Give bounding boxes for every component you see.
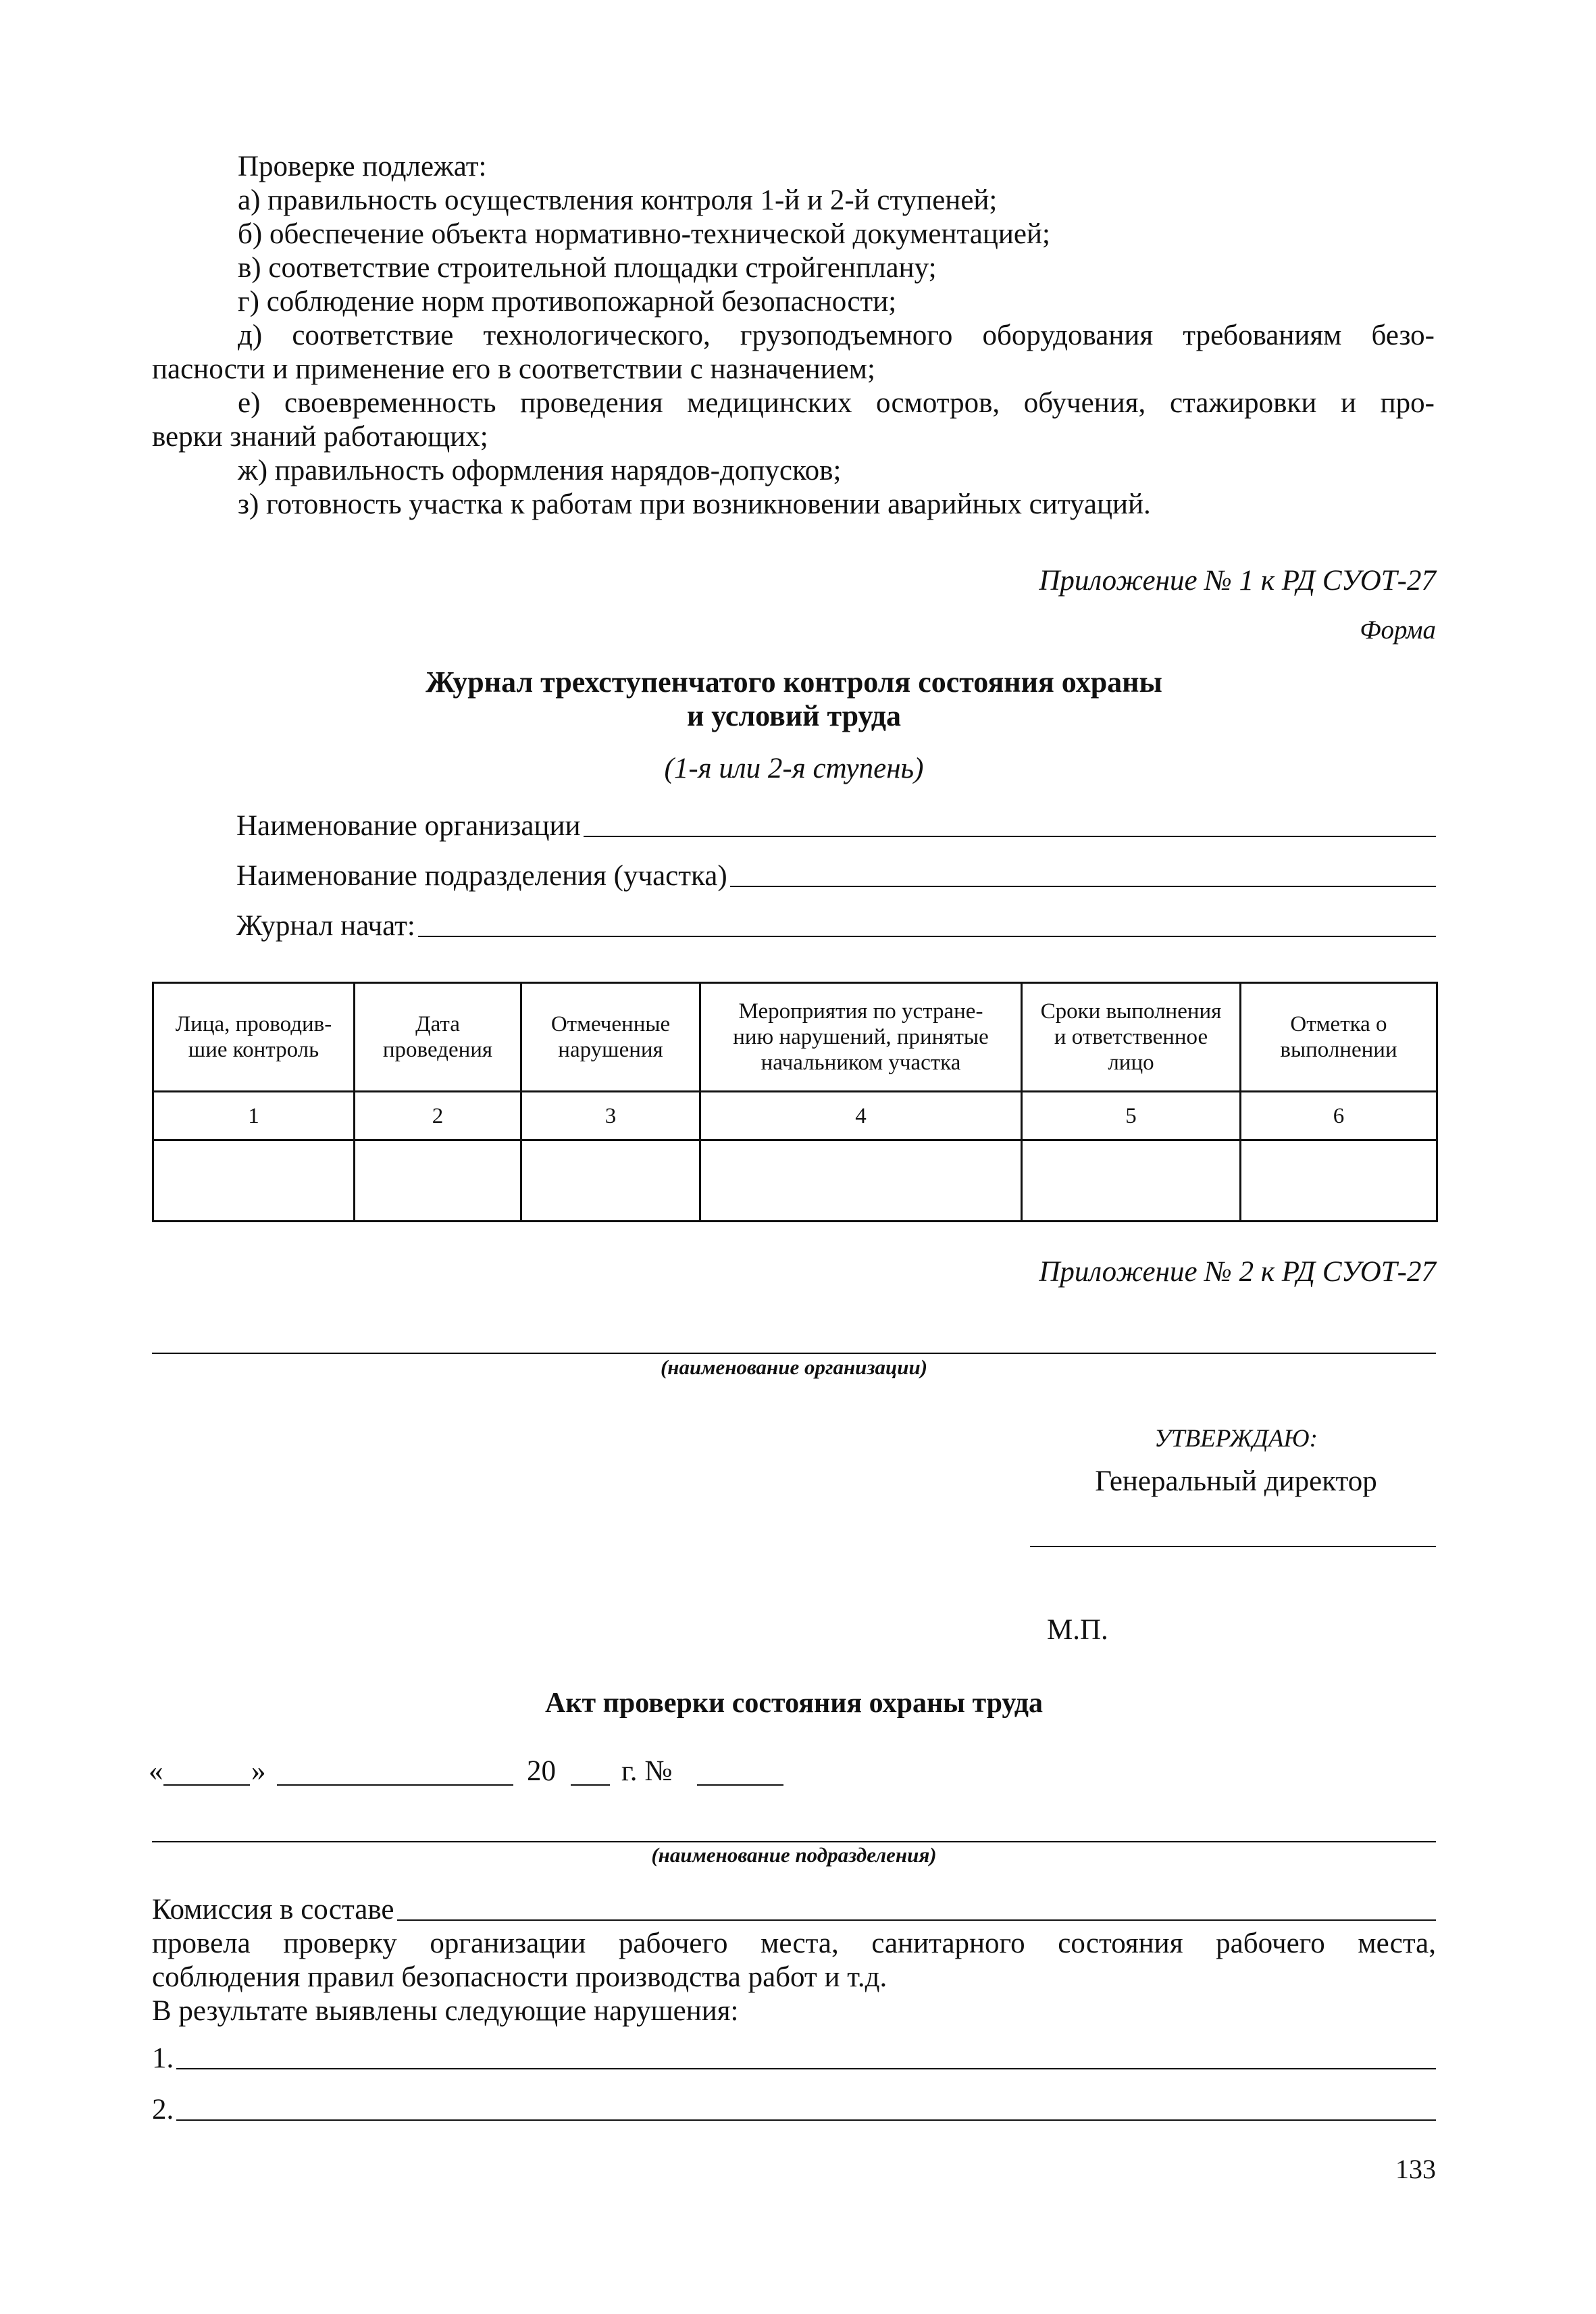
org-name-label: Наименование организации — [236, 810, 581, 842]
violation-item-1[interactable] — [152, 2042, 1436, 2076]
number-cell: 6 — [1241, 1092, 1437, 1140]
header-cell: Отмеченные нарушения — [521, 983, 700, 1092]
list-item-d-line2: пасности и применение его в соответствии с назначением; — [152, 353, 875, 385]
close-quote: » — [251, 1755, 266, 1787]
list-item-z: з) готовность участка к работам при возникновении аварийных ситуаций. — [238, 488, 1151, 520]
act-body-line1: провела проверку организации рабочего места, санитарного состояния рабочего места, — [152, 1928, 1436, 1959]
day-blank[interactable] — [163, 1784, 250, 1786]
violation-number-2: 2. — [152, 2094, 174, 2126]
open-quote: « — [149, 1755, 163, 1787]
table-header-row — [153, 983, 1437, 1092]
table-number-row — [153, 1092, 1437, 1140]
list-item-e-line2: верки знаний работающих; — [152, 421, 488, 453]
act-body-line2: соблюдения правил безопасности производства работ и т.д. — [152, 1961, 887, 1993]
header-cell: Дата проведения — [355, 983, 521, 1092]
org-name-blank — [584, 836, 1437, 837]
list-item-a: а) правильность осуществления контроля 1-й и 2-й ступеней; — [238, 184, 998, 216]
list-item-zh: ж) правильность оформления нарядов-допусков; — [238, 455, 842, 486]
intro-heading: Проверке подлежат: — [238, 151, 487, 182]
list-item-d-line1: д) соответствие технологического, грузоподъемного оборудования требованиям безо- — [238, 320, 1435, 351]
form-label: Форма — [1360, 615, 1436, 645]
commission-field[interactable] — [152, 1893, 1436, 1927]
empty-cell[interactable] — [700, 1140, 1022, 1222]
violation-number-1: 1. — [152, 2042, 174, 2074]
number-cell: 2 — [355, 1092, 521, 1140]
appendix-1-ref: Приложение № 1 к РД СУОТ-27 — [1039, 565, 1436, 597]
unit-name-blank — [730, 886, 1436, 887]
empty-cell[interactable] — [1241, 1140, 1437, 1222]
commission-label: Комиссия в составе — [152, 1894, 394, 1926]
unit-name-label: Наименование подразделения (участка) — [236, 860, 727, 892]
approve-label: УТВЕРЖДАЮ: — [1154, 1425, 1318, 1453]
journal-started-blank — [418, 936, 1436, 937]
director-signature-line[interactable] — [1030, 1546, 1436, 1547]
empty-cell[interactable] — [521, 1140, 700, 1222]
journal-title-line2: и условий труда — [686, 699, 902, 732]
header-cell: Сроки выполнения и ответственное лицо — [1022, 983, 1241, 1092]
number-cell: 1 — [153, 1092, 355, 1140]
act-title: Акт проверки состояния охраны труда — [544, 1688, 1043, 1719]
empty-cell[interactable] — [1022, 1140, 1241, 1222]
year-prefix: 20 — [527, 1755, 556, 1787]
year-blank[interactable] — [571, 1784, 610, 1786]
header-cell: Отметка о выполнении — [1241, 983, 1437, 1092]
header-cell: Лица, проводив- шие контроль — [153, 983, 355, 1092]
list-item-b: б) обеспечение объекта нормативно-технической документацией; — [238, 218, 1050, 250]
org-name-caption: (наименование организации) — [660, 1355, 928, 1379]
list-item-g: г) соблюдение норм противопожарной безопасности; — [238, 286, 897, 318]
act-number-blank[interactable] — [697, 1784, 783, 1786]
year-suffix: г. № — [621, 1755, 673, 1787]
page-number: 133 — [1395, 2154, 1436, 2184]
appendix-2-ref: Приложение № 2 к РД СУОТ-27 — [1039, 1256, 1436, 1288]
journal-subtitle: (1-я или 2-я ступень) — [664, 753, 924, 784]
act-date-line — [149, 1755, 824, 1791]
header-cell: Мероприятия по устране- нию нарушений, принятые начальником участка — [700, 983, 1022, 1092]
unit-name-caption: (наименование подразделения) — [651, 1843, 937, 1867]
stamp-place: М.П. — [1047, 1614, 1108, 1646]
number-cell: 5 — [1022, 1092, 1241, 1140]
journal-started-label: Журнал начат: — [236, 910, 415, 942]
table-row[interactable] — [153, 1140, 1437, 1222]
number-cell: 4 — [700, 1092, 1022, 1140]
org-name-field[interactable] — [236, 809, 1436, 843]
list-item-e-line1: е) своевременность проведения медицинских осмотров, обучения, стажировки и про- — [238, 387, 1435, 419]
violation-blank-1 — [176, 2068, 1436, 2069]
unit-name-field[interactable] — [236, 859, 1436, 893]
number-cell: 3 — [521, 1092, 700, 1140]
journal-started-field[interactable] — [236, 909, 1436, 943]
empty-cell[interactable] — [153, 1140, 355, 1222]
empty-cell[interactable] — [355, 1140, 521, 1222]
violation-item-2[interactable] — [152, 2093, 1436, 2127]
director-title: Генеральный директор — [1095, 1465, 1377, 1497]
violations-heading: В результате выявлены следующие нарушения: — [152, 1995, 739, 2027]
month-blank[interactable] — [277, 1784, 513, 1786]
violation-blank-2 — [176, 2119, 1436, 2121]
unit-name-line[interactable] — [152, 1841, 1436, 1842]
journal-table — [152, 982, 1438, 1222]
list-item-v: в) соответствие строительной площадки стройгенплану; — [238, 252, 937, 284]
journal-title-line1: Журнал трехступенчатого контроля состояния охраны — [426, 665, 1162, 699]
org-name-line[interactable] — [152, 1353, 1436, 1354]
commission-blank — [397, 1919, 1437, 1921]
